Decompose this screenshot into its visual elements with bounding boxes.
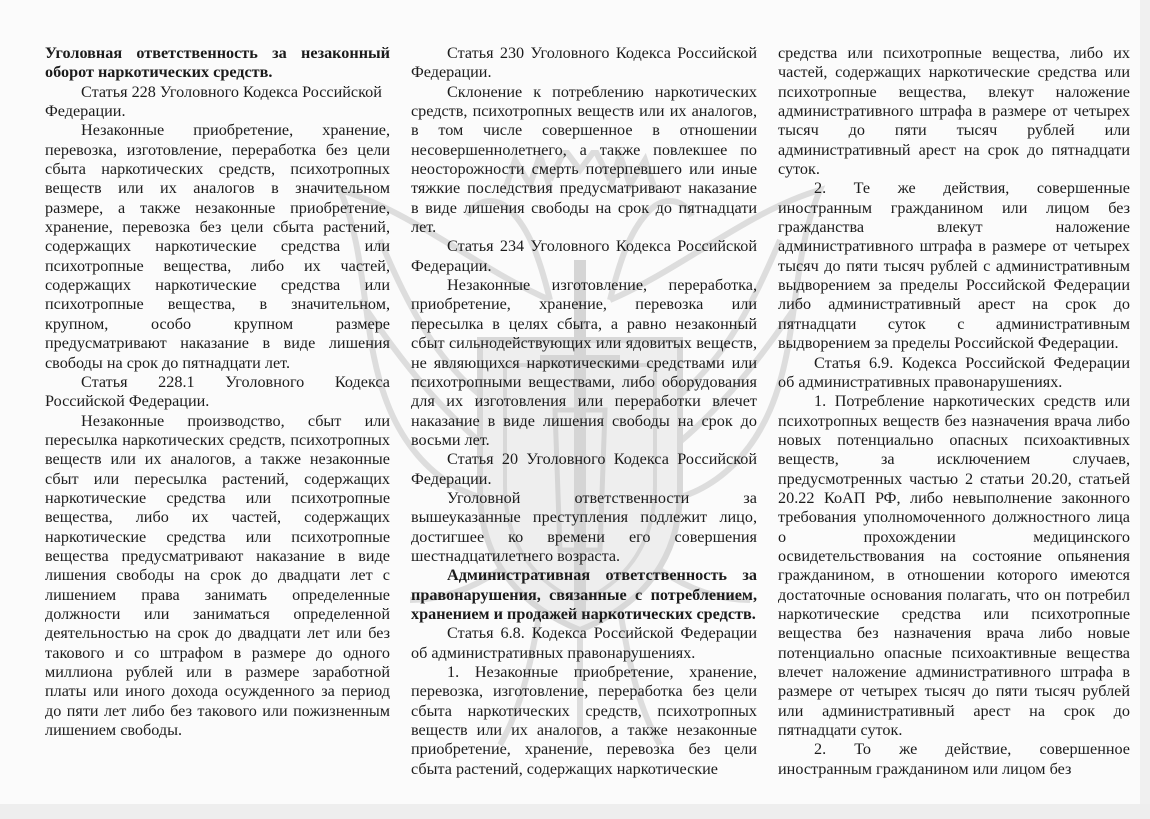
article-230-title: Статья 230 Уголовного Кодекса Российской Федерации.	[411, 44, 757, 82]
scan-edge-bottom	[0, 804, 1150, 819]
article-230-text: Склонение к потреблению наркотических средств, психотропных веществ или их аналогов, в том числе совершенное в отношении несовершеннолетнего, а также повлекшее по неосторожности смерть потерпевшего или иные тяжкие последствия предусматривают наказание в виде лишения свободы на срок до пятнадцати лет.	[411, 82, 757, 237]
article-6-9-title: Статья 6.9. Кодекса Российской Федерации об административных правонарушениях.	[778, 353, 1130, 391]
criminal-liability-heading: Уголовная ответственность за незаконный оборот наркотических средств.	[45, 44, 390, 82]
article-234-text: Незаконные изготовление, переработка, приобретение, хранение, перевозка или пересылка в целях сбыта, а равно незаконный сбыт сильнодействующих или ядовитых веществ, не являющихся наркотическими средствами или психотропными веществами, либо оборудования для их изготовления или переработки влечет наказание в виде лишения свободы на срок до восьми лет.	[411, 276, 757, 449]
article-20-text: Уголовной ответственности за вышеуказанные преступления подлежит лицо, достигшее ко времени его совершения шестнадцатилетнего возраста.	[411, 488, 757, 565]
article-20-title: Статья 20 Уголовного Кодекса Российской Федерации.	[411, 450, 757, 488]
article-6-8-part-2-text: 2. Те же действия, совершенные иностранным гражданином или лицом без гражданства влекут наложение административного штрафа в размере от четырех тысяч до пяти тысяч рублей с административным выдворением за пределы Российской Федерации либо административный арест на срок до пятнадцати суток с административным выдворением за пределы Российской Федерации.	[778, 179, 1130, 353]
column-right	[778, 44, 1130, 779]
scan-edge-right	[1140, 0, 1150, 819]
article-6-8-part-1-continued: средства или психотропные вещества, либо их частей, содержащих наркотические средства или психотропные вещества, влекут наложение административного штрафа в размере от четырех тысяч до пяти тысяч рублей или административный арест на срок до пятнадцати суток.	[778, 44, 1130, 179]
article-6-9-part-1-text: 1. Потребление наркотических средств или психотропных веществ без назначения врача либо новых потенциально опасных психоактивных веществ, за исключением случаев, предусмотренных частью 2 статьи 20.20, статьей 20.22 КоАП РФ, либо невыполнение законного требования уполномоченного должностного лица о прохождении медицинского освидетельствования на состояние опьянения гражданином, в отношении которого имеются достаточные основания полагать, что он потребил наркотические средства или психотропные вещества без назначения врача либо новые потенциально опасные психоактивные вещества влечет наложение административного штрафа в размере от четырех тысяч до пяти тысяч рублей или административный арест на срок до пятнадцати суток.	[778, 392, 1130, 740]
article-6-8-title: Статья 6.8. Кодекса Российской Федерации об административных правонарушениях.	[411, 624, 757, 662]
administrative-liability-heading: Административная ответственность за правонарушения, связанные с потреблением, хранением и продажей наркотических средств.	[411, 566, 757, 623]
column-left	[45, 44, 390, 740]
article-228-text: Незаконные приобретение, хранение, перевозка, изготовление, переработка без цели сбыта наркотических средств, психотропных веществ или их аналогов в значительном размере, а также незаконные приобретение, хранение, перевозка без цели сбыта растений, содержащих наркотические средства или психотропные вещества, либо их частей, содержащих наркотические средства или психотропные вещества, в значительном, крупном, особо крупном размере предусматривают наказание в виде лишения свободы на срок до пятнадцати лет.	[45, 121, 390, 372]
article-6-9-part-2-text: 2. То же действие, совершенное иностранным гражданином или лицом без	[778, 740, 1130, 778]
article-228-title: Статья 228 Уголовного Кодекса Российской Федерации.	[45, 82, 382, 121]
column-middle	[411, 44, 757, 779]
article-6-8-part-1-text: 1. Незаконные приобретение, хранение, перевозка, изготовление, переработка без цели сбыта наркотических средств, психотропных веществ или их аналогов, а также незаконные приобретение, хранение, перевозка без цели сбыта растений, содержащих наркотические	[411, 663, 757, 778]
article-228-1-text: Незаконные производство, сбыт или пересылка наркотических средств, психотропных веществ или их аналогов, а также незаконные сбыт или пересылка растений, содержащих наркотические средства или психотропные вещества, либо их частей, содержащих наркотические средства или психотропные вещества предусматривают наказание в виде лишения свободы на срок до двадцати лет с лишением права занимать определенные должности или заниматься определенной деятельностью на срок до двадцати лет или без такового и со штрафом в размере до одного миллиона рублей или в размере заработной платы или иного дохода осужденного за период до пяти лет либо без такового или пожизненным лишением свободы.	[45, 411, 390, 740]
article-234-title: Статья 234 Уголовного Кодекса Российской Федерации.	[411, 237, 757, 275]
article-228-1-title: Статья 228.1 Уголовного Кодекса Российской Федерации.	[45, 372, 390, 411]
